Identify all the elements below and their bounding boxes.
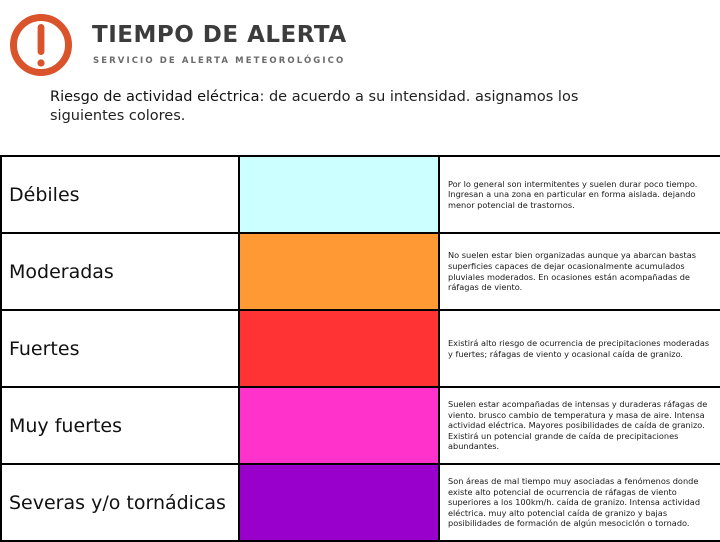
brand-title: TIEMPO DE ALERTA — [92, 22, 347, 48]
level-label: Débiles — [1, 156, 239, 233]
level-description: No suelen estar bien organizadas aunque ya abarcan bastas superficies capaces de dejar ocasionalmente acumulados pluviales moderados. En ocasiones están acompañadas de ráfagas de viento. — [439, 233, 720, 310]
intro-paragraph — [50, 88, 650, 126]
brand-subtitle: SERVICIO DE ALERTA METEOROLÓGICO — [93, 56, 346, 66]
level-description: Suelen estar acompañadas de intensas y duraderas ráfagas de viento. brusco cambio de temperatura y masa de aire. Intensa actividad eléctrica. Mayores posibilidades de caída de granizo. Existirá un potencial grande de caída de precipitaciones abundantes. — [439, 387, 720, 464]
level-color-swatch — [239, 464, 439, 541]
level-label: Fuertes — [1, 310, 239, 387]
table-row — [1, 233, 720, 310]
level-description: Son áreas de mal tiempo muy asociadas a fenómenos donde existe alto potencial de ocurrencia de ráfagas de viento superiores a los 100km/h. caída de granizo. Intensa actividad eléctrica. muy alto potencial caída de granizo y bajas posibilidades de formación de algún mesociclón o tornado. — [439, 464, 720, 541]
table-row — [1, 156, 720, 233]
intro-text: : de acuerdo a su intensidad. asignamos los siguientes colores. — [50, 89, 579, 124]
table-row — [1, 387, 720, 464]
level-color-swatch — [239, 387, 439, 464]
level-color-swatch — [239, 233, 439, 310]
risk-color-table — [0, 155, 720, 542]
table-row — [1, 464, 720, 541]
alert-logo-icon — [9, 13, 73, 77]
level-label: Moderadas — [1, 233, 239, 310]
table-row — [1, 310, 720, 387]
level-color-swatch — [239, 310, 439, 387]
level-label: Muy fuertes — [1, 387, 239, 464]
level-color-swatch — [239, 156, 439, 233]
level-description: Existirá alto riesgo de ocurrencia de precipitaciones moderadas y fuertes; ráfagas de viento y ocasional caída de granizo. — [439, 310, 720, 387]
intro-term: Riesgo de actividad eléctrica — [50, 89, 260, 105]
level-description: Por lo general son intermitentes y suelen durar poco tiempo. Ingresan a una zona en particular en forma aislada. dejando menor potencial de trastornos. — [439, 156, 720, 233]
level-label: Severas y/o tornádicas — [1, 464, 239, 541]
